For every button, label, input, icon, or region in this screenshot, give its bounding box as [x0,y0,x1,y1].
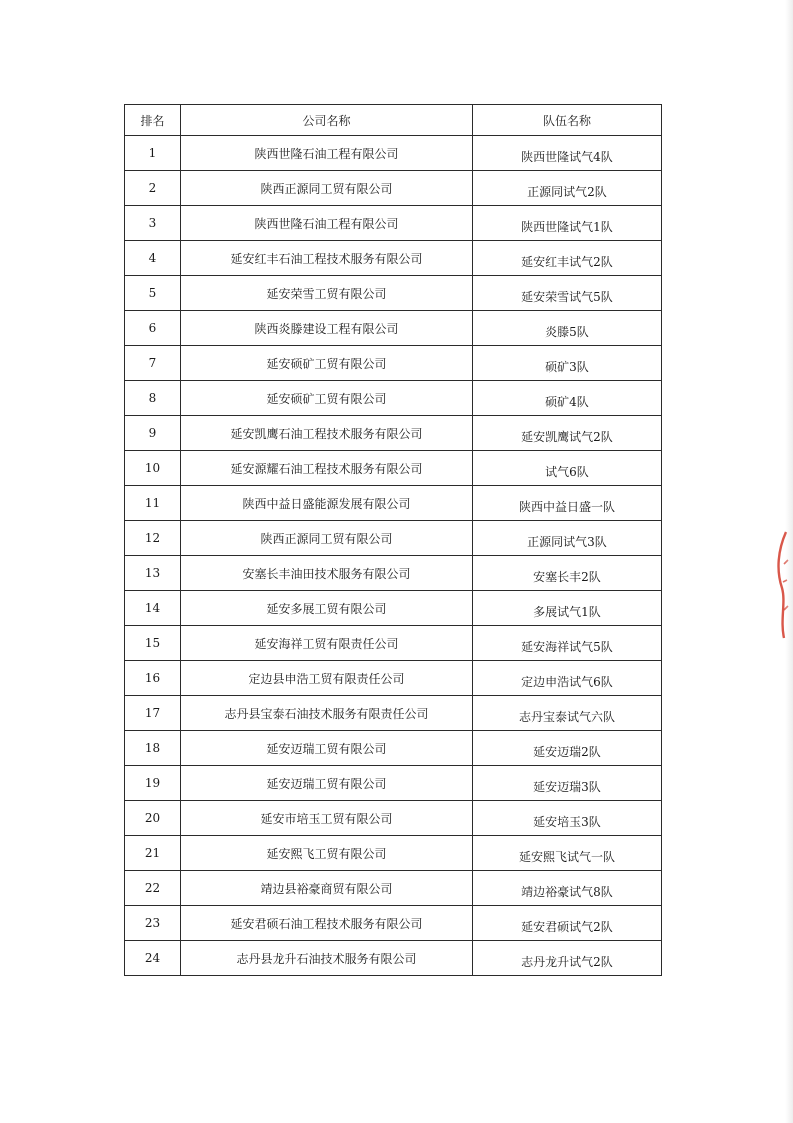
cell-team: 延安熙飞试气一队 [473,836,662,871]
cell-team: 志丹宝泰试气六队 [473,696,662,731]
cell-team: 正源同试气2队 [473,171,662,206]
cell-company: 陕西正源同工贸有限公司 [181,521,473,556]
table-row [125,381,662,416]
cell-company: 延安红丰石油工程技术服务有限公司 [181,241,473,276]
table-row [125,206,662,241]
header-rank: 排名 [125,105,181,136]
cell-company: 延安熙飞工贸有限公司 [181,836,473,871]
table-row [125,626,662,661]
cell-rank: 9 [125,416,181,451]
header-company: 公司名称 [181,105,473,136]
cell-team: 陕西世隆试气4队 [473,136,662,171]
cell-rank: 2 [125,171,181,206]
table-row [125,906,662,941]
table-row [125,416,662,451]
cell-company: 延安荣雪工贸有限公司 [181,276,473,311]
cell-company: 延安硕矿工贸有限公司 [181,381,473,416]
cell-team: 硕矿4队 [473,381,662,416]
ranking-table [124,104,662,976]
table-row [125,556,662,591]
cell-company: 安塞长丰油田技术服务有限公司 [181,556,473,591]
table-row [125,171,662,206]
table-row [125,696,662,731]
table-header-row [125,105,662,136]
cell-team: 延安红丰试气2队 [473,241,662,276]
cell-company: 陕西世隆石油工程有限公司 [181,206,473,241]
cell-rank: 10 [125,451,181,486]
cell-rank: 17 [125,696,181,731]
cell-team: 延安海祥试气5队 [473,626,662,661]
table-row [125,136,662,171]
cell-team: 炎滕5队 [473,311,662,346]
table-body [125,136,662,976]
scan-edge-shadow [785,0,793,1123]
cell-company: 延安海祥工贸有限责任公司 [181,626,473,661]
cell-rank: 20 [125,801,181,836]
cell-rank: 16 [125,661,181,696]
cell-company: 延安多展工贸有限公司 [181,591,473,626]
cell-rank: 4 [125,241,181,276]
cell-rank: 8 [125,381,181,416]
cell-rank: 21 [125,836,181,871]
table-row [125,661,662,696]
cell-rank: 19 [125,766,181,801]
table-row [125,451,662,486]
cell-company: 延安硕矿工贸有限公司 [181,346,473,381]
table-row [125,311,662,346]
cell-team: 安塞长丰2队 [473,556,662,591]
cell-team: 多展试气1队 [473,591,662,626]
cell-rank: 6 [125,311,181,346]
table-row [125,731,662,766]
table-row [125,801,662,836]
cell-rank: 18 [125,731,181,766]
table-row [125,521,662,556]
cell-rank: 13 [125,556,181,591]
cell-rank: 15 [125,626,181,661]
cell-rank: 11 [125,486,181,521]
cell-company: 志丹县宝泰石油技术服务有限责任公司 [181,696,473,731]
cell-company: 延安市培玉工贸有限公司 [181,801,473,836]
cell-team: 定边申浩试气6队 [473,661,662,696]
cell-team: 延安凯鹰试气2队 [473,416,662,451]
cell-company: 靖边县裕豪商贸有限公司 [181,871,473,906]
cell-company: 志丹县龙升石油技术服务有限公司 [181,941,473,976]
table-row [125,941,662,976]
cell-rank: 1 [125,136,181,171]
cell-team: 延安君硕试气2队 [473,906,662,941]
cell-team: 正源同试气3队 [473,521,662,556]
cell-team: 志丹龙升试气2队 [473,941,662,976]
cell-team: 延安迈瑞3队 [473,766,662,801]
cell-company: 陕西炎滕建设工程有限公司 [181,311,473,346]
cell-team: 延安迈瑞2队 [473,731,662,766]
table-row [125,766,662,801]
table-row [125,346,662,381]
cell-rank: 24 [125,941,181,976]
table-row [125,836,662,871]
cell-company: 延安源耀石油工程技术服务有限公司 [181,451,473,486]
header-team: 队伍名称 [473,105,662,136]
cell-team: 陕西中益日盛一队 [473,486,662,521]
cell-team: 靖边裕豪试气8队 [473,871,662,906]
cell-company: 陕西世隆石油工程有限公司 [181,136,473,171]
table-row [125,591,662,626]
cell-team: 陕西世隆试气1队 [473,206,662,241]
cell-rank: 7 [125,346,181,381]
cell-team: 试气6队 [473,451,662,486]
cell-team: 延安培玉3队 [473,801,662,836]
cell-company: 延安君硕石油工程技术服务有限公司 [181,906,473,941]
cell-rank: 14 [125,591,181,626]
table-row [125,486,662,521]
cell-company: 陕西中益日盛能源发展有限公司 [181,486,473,521]
cell-rank: 3 [125,206,181,241]
cell-rank: 22 [125,871,181,906]
cell-company: 延安凯鹰石油工程技术服务有限公司 [181,416,473,451]
cell-company: 延安迈瑞工贸有限公司 [181,766,473,801]
cell-company: 定边县申浩工贸有限责任公司 [181,661,473,696]
table-row [125,241,662,276]
cell-rank: 23 [125,906,181,941]
cell-team: 延安荣雪试气5队 [473,276,662,311]
cell-company: 陕西正源同工贸有限公司 [181,171,473,206]
cell-rank: 12 [125,521,181,556]
cell-team: 硕矿3队 [473,346,662,381]
cell-rank: 5 [125,276,181,311]
table-row [125,871,662,906]
cell-company: 延安迈瑞工贸有限公司 [181,731,473,766]
table-row [125,276,662,311]
